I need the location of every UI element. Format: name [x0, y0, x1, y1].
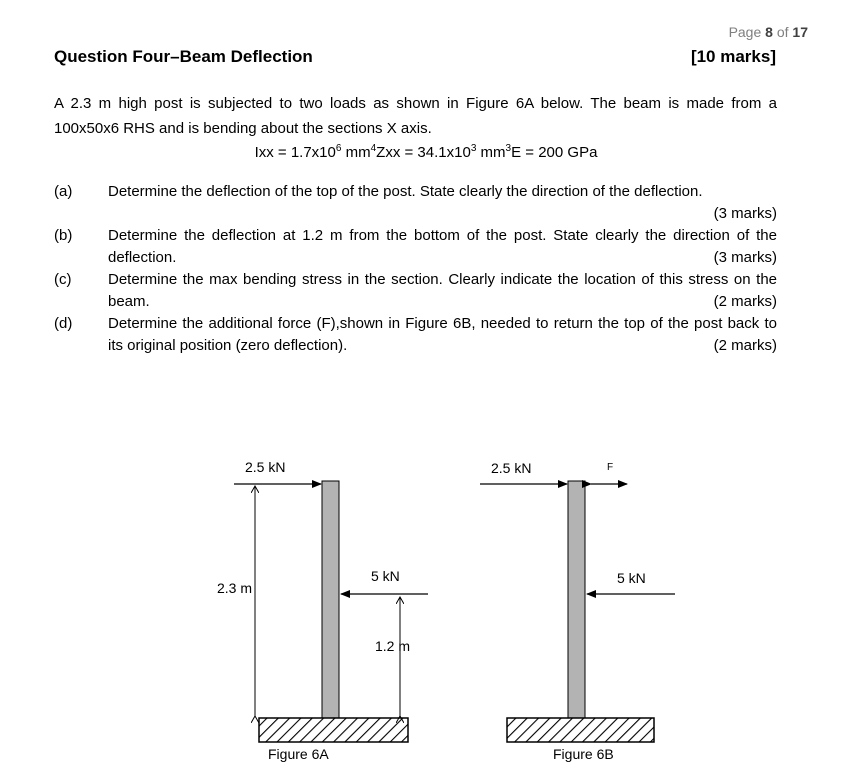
question-title: Question Four–Beam Deflection	[54, 47, 313, 66]
figure-6a	[217, 459, 428, 762]
part-label: (c)	[54, 271, 72, 288]
fixed-support	[507, 718, 654, 742]
figure-6b-caption: Figure 6B	[553, 746, 614, 762]
page-number: Page 8 of 17	[728, 24, 808, 40]
mid-load-label: 5 kN	[617, 570, 646, 586]
top-load-label: 2.5 kN	[491, 460, 532, 476]
mid-height-label: 1.2 m	[375, 638, 411, 654]
height-label: 2.3 m	[217, 580, 253, 596]
mid-load-label: 5 kN	[371, 568, 400, 584]
question-marks: [10 marks]	[690, 47, 776, 66]
part-marks: (3 marks)	[713, 249, 777, 266]
top-load-label: 2.5 kN	[245, 459, 286, 475]
post	[322, 481, 339, 718]
fixed-support	[259, 718, 408, 742]
part-label: (d)	[54, 315, 73, 332]
part-text: Determine the additional force (F),shown in Figure 6B, needed to return the top of the post back to its original position (zero deflection).	[108, 315, 777, 354]
part-marks: (3 marks)	[713, 205, 777, 222]
part-text: Determine the deflection at 1.2 m from the bottom of the post. State clearly the direction of the deflection.	[108, 227, 777, 266]
post	[568, 481, 585, 718]
force-f-label: F	[607, 462, 614, 473]
part-label: (b)	[54, 227, 73, 244]
section-properties: Ixx = $1.7x10^6$ $mm^4Zxx = 34.1x10^3$ $mm^3E = 200$ GPa	[254, 143, 598, 161]
figure-6a-caption: Figure 6A	[268, 746, 329, 762]
part-marks: (2 marks)	[713, 293, 777, 310]
part-marks: (2 marks)	[713, 337, 777, 354]
figure-6b	[480, 460, 675, 762]
part-text: Determine the deflection of the top of the post. State clearly the direction of the deflection.	[108, 183, 703, 200]
part-label: (a)	[54, 183, 73, 200]
question-intro: A 2.3 m high post is subjected to two loads as shown in Figure 6A below. The beam is made from a 100x50x6 RHS and is bending about the sections X axis.	[54, 95, 777, 137]
part-text: Determine the max bending stress in the section. Clearly indicate the location of this stress on the beam.	[108, 271, 777, 310]
